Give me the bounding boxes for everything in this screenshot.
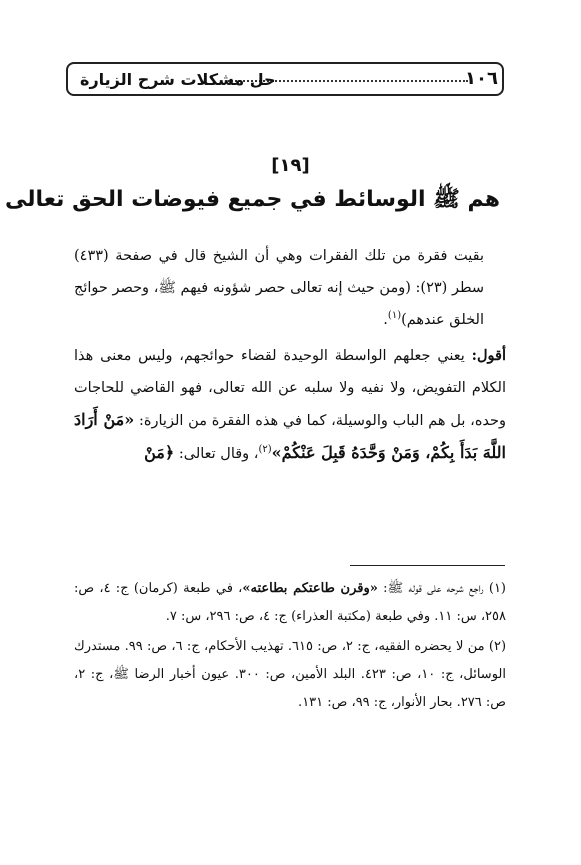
paragraph-1 (74, 240, 506, 336)
footnote-1-quote: «وقرن طاعتكم بطاعته» (242, 581, 378, 596)
section-number: [١٩] (271, 155, 310, 176)
paragraph-2-lead: أقول: (471, 347, 506, 364)
quran-verse-start: ﴿مَنْ (144, 443, 175, 462)
footnotes (74, 575, 506, 719)
footnote-2: (٢) من لا يحضره الفقيه، ج: ٢، ص: ٦١٥. تهذيب الأحكام، ج: ٦، ص: ٩٩. مستدرك الوسائل، ج: ١٠، ص: ٤٢٣. البلد الأمين، ص: ٣٠٠. عيون أخبار الرضا ﷺ، ج: ٢، ص: ٢٧٦. بحار الأنوار، ج: ٩٩، ص: ١٣١. (74, 639, 507, 710)
paragraph-2-text: يعني جعلهم الواسطة الوحيدة لقضاء حوائجهم، وليس معنى هذا الكلام التفويض، ولا نفيه ولا سلبه عن الله تعالى، فهو القاضي للحاجات وحده، بل هم الباب والوسيلة، كما في هذه الفقرة من الزيارة: (74, 348, 506, 429)
footnote-separator (350, 565, 505, 566)
running-header-title: حل مشكلات شرح الزيارة (80, 70, 276, 89)
footnote-1 (74, 575, 506, 631)
page-number: ١٠٦ (465, 68, 498, 89)
quoted-ziyara: «مَنْ أَرَادَ اللَّهَ بَدَأَ بِكُمْ، وَمَنْ وَحَّدَهُ قَبِلَ عَنْكُمْ» (74, 410, 506, 462)
paragraph-1-text: بقيت فقرة من تلك الفقرات وهي أن الشيخ قال في صفحة (٤٣٣) سطر (٢٣): (ومن حيث إنه تعالى حصر شؤونه فيهم ﷺ، وحصر حوائج الخلق عندهم) (74, 248, 485, 328)
paragraph-2-tail: ، وقال تعالى: (174, 446, 259, 462)
footnote-ref-2: (٢) (258, 444, 272, 456)
main-text (74, 240, 506, 474)
paragraph-2 (74, 340, 506, 470)
footnote-1-a: (١) راجع شرحه على قوله ﷺ: (377, 581, 506, 596)
footnote-1-b: ، في طبعة (كرمان) ج: ٤، ص: ٢٥٨، س: ١١. وفي طبعة (مكتبة العذراء) ج: ٤، ص: ٢٩٦، س: ٧. (74, 581, 506, 624)
paragraph-1-end: . (383, 312, 388, 328)
footnote-ref-1: (١) (387, 310, 402, 322)
section-title: هم ﷺ الوسائط في جميع فيوضات الحق تعالى (4, 187, 500, 212)
